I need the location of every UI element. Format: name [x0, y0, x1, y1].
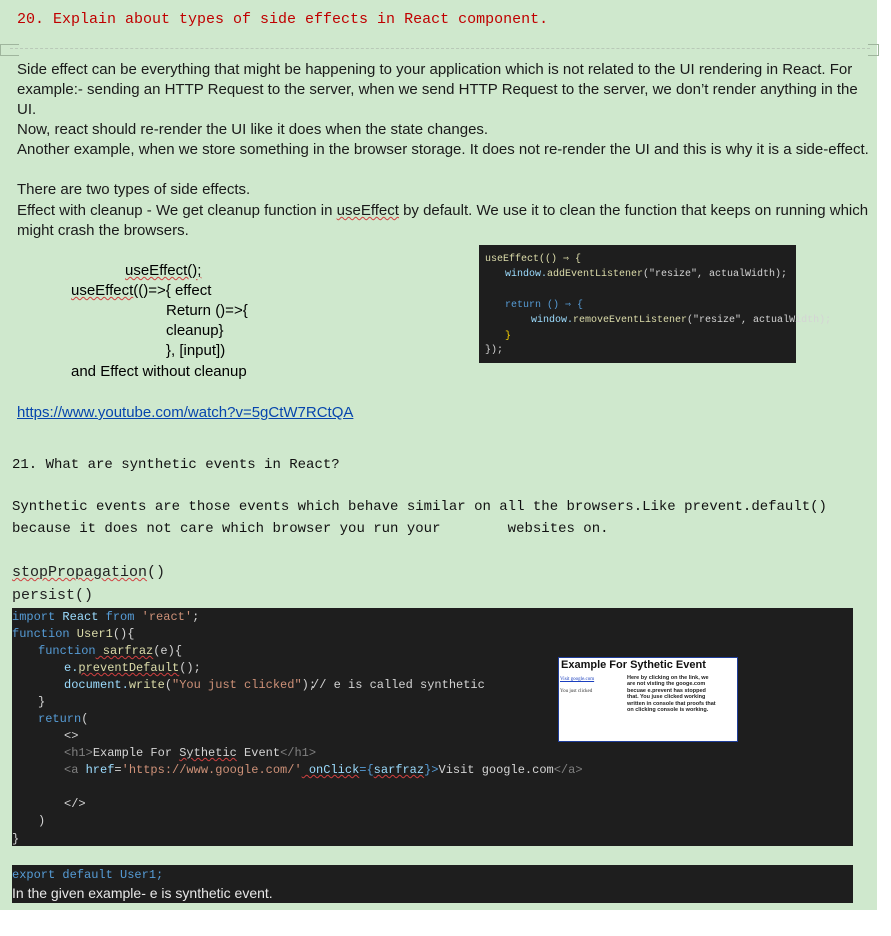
code-line-fragment-close: </>: [64, 797, 86, 811]
effect-text: (()=>{ effect: [133, 282, 212, 299]
anchor-text: Visit google.com: [438, 763, 554, 777]
code-line-function-user1: [12, 627, 134, 641]
useeffect-call: useEffect();: [125, 262, 202, 279]
fn-user1: User1: [69, 627, 113, 641]
export-code-bar: [12, 865, 853, 903]
h1-event: Event: [236, 746, 281, 760]
code-line-cleanup: cleanup}: [166, 322, 224, 339]
tag-h1-close: </h1>: [280, 746, 317, 760]
preview-clicked-text: You just clicked: [560, 689, 593, 694]
youtube-link[interactable]: https://www.youtube.com/watch?v=5gCtW7RCtQA: [17, 404, 354, 421]
q20-paragraph-1: Side effect can be everything that might be happening to your application which is not related to the UI rendering in React. For example:- sending an HTTP Request to the server, when we send HTTP Request to the server, we don’t render anything in the UI.: [17, 61, 858, 118]
h1-sythetic: Sythetic: [179, 746, 237, 760]
tok-eq: =: [114, 763, 122, 777]
str-url: 'https://www.google.com/': [121, 763, 302, 777]
kw-return: return: [38, 712, 82, 726]
code-line-close-brace: }: [38, 695, 46, 709]
para5-text: Effect with cleanup - We get cleanup function in: [17, 202, 337, 219]
tok-sarfraz-ref: sarfraz: [373, 763, 425, 777]
tok-brace-close: }>: [424, 763, 439, 777]
kw-function: function: [12, 627, 70, 641]
snippet-window: window.: [505, 269, 548, 280]
q20-paragraph-3: Another example, when we store something in the browser storage. It does not re-render the UI and this is why it is a side-effect.: [17, 141, 869, 158]
code-line-deps: }, [input]): [166, 342, 226, 359]
tok-e: e.: [64, 661, 79, 675]
code-line-return-close: ): [38, 814, 46, 828]
tok-return-paren: (: [81, 712, 89, 726]
effect-without-cleanup: and Effect without cleanup: [71, 363, 247, 380]
snippet-line-1: [485, 253, 581, 265]
attr-onclick: onClick: [301, 763, 360, 777]
snippet-add-listener: addEventListener: [547, 269, 644, 280]
code-line-fragment-open: <>: [64, 729, 79, 743]
tok-semi: ;: [192, 610, 200, 624]
q21-paragraph-1: Synthetic events are those events which behave similar on all the browsers.Like prevent.default(): [12, 499, 827, 515]
tok-react: React: [55, 610, 106, 624]
tok-open: (: [164, 678, 173, 692]
code-line-useeffect-arrow: [71, 282, 211, 299]
stop-propagation-parens: (): [147, 564, 166, 581]
code-comment-synthetic: // e is called synthetic: [312, 678, 485, 692]
fn-sarfraz: sarfraz: [95, 644, 154, 658]
kw-import: import: [12, 610, 56, 624]
table-marker-left: [0, 44, 19, 56]
q21-paragraph-2: because it does not care which browser you run your websites on.: [12, 521, 609, 537]
preview-link[interactable]: Visit google.com: [560, 677, 595, 682]
fn-prevent-default: preventDefault: [78, 661, 180, 675]
tag-h1-open: <h1>: [64, 746, 93, 760]
snippet-window-2: window.: [531, 315, 574, 326]
synthetic-event-code-block: [12, 608, 853, 846]
snippet-args: ("resize", actualWidth);: [643, 269, 788, 280]
export-line: [12, 868, 163, 882]
tok-document: document.: [64, 678, 129, 692]
tok-param: (e){: [153, 644, 183, 658]
q20-paragraph-2: Now, react should re-render the UI like it does when the state changes.: [17, 121, 489, 138]
preview-note: Here by clicking on the link, we are not visting the googe.com becuae e.prevent has stopped that. You juse clicked working written in console that proofs that on clicking console is working.: [627, 675, 716, 714]
code-line-document-write: [64, 678, 316, 692]
code-line-useeffect: [125, 262, 201, 279]
para5-text-after: by default. We use it to clean the function that keeps on running which might crash the browsers.: [17, 202, 869, 239]
snippet-line-2: [505, 269, 787, 280]
tok-close: );: [301, 678, 317, 692]
q20-paragraph-4: There are two types of side effects.: [17, 181, 251, 198]
tag-a-open: <a: [64, 763, 86, 777]
str-clicked: "You just clicked": [172, 678, 302, 692]
persist-method: persist(): [12, 587, 94, 604]
tok-paren: (){: [112, 627, 135, 641]
code-line-h1: [64, 746, 316, 760]
table-marker-right: [868, 44, 879, 56]
kw-function-2: function: [38, 644, 96, 658]
code-line-return: [38, 712, 88, 726]
stop-propagation-method: [12, 564, 165, 581]
useeffect-word-2: useEffect: [71, 282, 134, 299]
q20-paragraph-5: [17, 201, 869, 241]
tok-call: ();: [179, 661, 201, 675]
useeffect-code-snippet: [479, 245, 832, 363]
question-20-title: 20. Explain about types of side effects in React component.: [17, 11, 549, 28]
fn-write: write: [128, 678, 165, 692]
table-border: [10, 48, 870, 49]
h1-text: Example For: [92, 746, 180, 760]
snippet-line-6: });: [485, 345, 504, 356]
attr-href: href: [85, 763, 115, 777]
kw-from: from: [105, 610, 135, 624]
snippet-line-3: return () ⇒ {: [505, 300, 584, 311]
stop-propagation-word: stopPropagation: [12, 564, 148, 581]
str-react: 'react': [134, 610, 193, 624]
tok-brace-open: ={: [359, 763, 374, 777]
code-line-prevent-default: [64, 661, 201, 675]
snippet-useeffect: useEffect(() ⇒ {: [485, 254, 582, 265]
snippet-line-4: [531, 315, 831, 326]
useeffect-word: useEffect: [336, 202, 399, 219]
code-line-anchor: [64, 763, 583, 777]
preview-title: Example For Sythetic Event: [561, 659, 706, 671]
snippet-remove-listener: removeEventListener: [573, 315, 688, 326]
code-line-function-sarfraz: [38, 644, 182, 658]
snippet-args-2: ("resize", actualWidth);: [687, 315, 832, 326]
snippet-line-5: }: [505, 331, 512, 342]
code-line-return: Return ()=>{: [166, 302, 248, 319]
tag-a-close: </a>: [553, 763, 583, 777]
question-21-title: 21. What are synthetic events in React?: [12, 457, 340, 473]
code-line-import: [12, 610, 199, 624]
conclusion-text: In the given example- e is synthetic event.: [12, 885, 273, 901]
export-default: export default User1;: [12, 868, 164, 882]
synthetic-event-preview: [558, 657, 738, 742]
code-line-final-brace: }: [12, 832, 20, 846]
